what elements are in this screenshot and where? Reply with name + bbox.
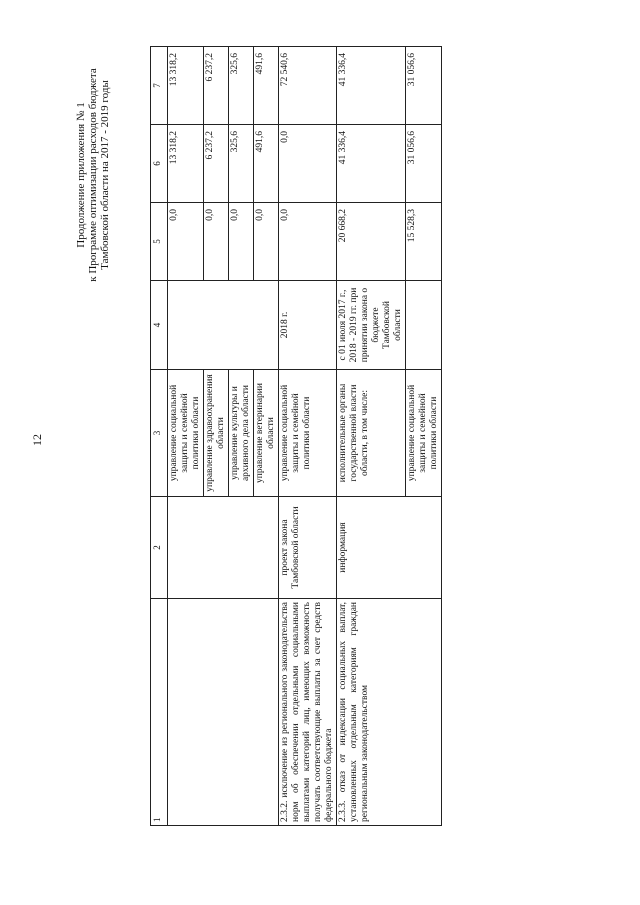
table-cell: 13 318,2: [168, 47, 204, 125]
table-cell: исполнительные органы государственной власти области, в том числе:: [337, 370, 406, 497]
table-cell: 41 336,4: [337, 125, 406, 203]
table-cell: 20 668,2: [337, 203, 406, 281]
table-cell: 491,6: [254, 47, 279, 125]
table-cell: 325,6: [229, 47, 254, 125]
table-cell: управление социальной защиты и семейной политики области: [406, 370, 442, 497]
heading-line-1: Продолжение приложения № 1: [75, 102, 87, 248]
table-cell: 72 540,6: [279, 47, 337, 125]
table-cell: проект закона Тамбовской области: [279, 497, 337, 599]
table-cell: 0,0: [279, 203, 337, 281]
header-col-7: 7: [151, 47, 168, 125]
table-cell: управление социальной защиты и семейной политики области: [168, 370, 204, 497]
table-cell: управление культуры и архивного дела области: [229, 370, 254, 497]
table-cell: управление социальной защиты и семейной политики области: [279, 370, 337, 497]
table-row: [168, 47, 204, 826]
appendix-heading: [75, 60, 111, 290]
table-cell: 31 056,6: [406, 125, 442, 203]
header-col-5: 5: [151, 203, 168, 281]
table-cell: [168, 281, 279, 370]
header-col-4: 4: [151, 281, 168, 370]
table-cell: 2.3.3. отказ от индексации социальных выплат, установленных отдельным категориям граждан региональным законодательством: [337, 599, 442, 826]
table-cell: 325,6: [229, 125, 254, 203]
table-cell: 0,0: [204, 203, 229, 281]
header-col-2: 2: [151, 497, 168, 599]
budget-table-container: [150, 46, 620, 826]
table-cell: 2018 г.: [279, 281, 337, 370]
table-cell: 15 528,3: [406, 203, 442, 281]
table-cell: 13 318,2: [168, 125, 204, 203]
table-cell: управление ветеринарии области: [254, 370, 279, 497]
table-row: [279, 47, 337, 826]
budget-optimization-table: [150, 46, 442, 826]
table-cell: 41 336,4: [337, 47, 406, 125]
table-cell: 0,0: [229, 203, 254, 281]
table-cell: информация: [337, 497, 442, 599]
heading-line-2: к Программе оптимизации расходов бюджета: [87, 68, 99, 282]
header-row: [151, 47, 168, 826]
table-cell: 2.3.2. исключение из регионального законодательства норм об обеспечении отдельными социальными выплатами категорий лиц, имеющих возможность получать соответствующие выплаты за счет средств федерального бюджета: [279, 599, 337, 826]
table-cell: с 01 июля 2017 г., 2018 - 2019 гг. при принятии закона о бюджете Тамбовской области: [337, 281, 406, 370]
table-cell: [168, 497, 279, 599]
header-col-1: 1: [151, 599, 168, 826]
table-cell: 0,0: [254, 203, 279, 281]
page-number: 12: [30, 434, 44, 446]
table-cell: 491,6: [254, 125, 279, 203]
table-cell: управление здравоохранения области: [204, 370, 229, 497]
table-cell: 31 056,6: [406, 47, 442, 125]
table-cell: [406, 281, 442, 370]
table-cell: 6 237,2: [204, 125, 229, 203]
header-col-6: 6: [151, 125, 168, 203]
table-cell: 6 237,2: [204, 47, 229, 125]
table-cell: [168, 599, 279, 826]
heading-line-3: Тамбовской области на 2017 - 2019 годы: [99, 80, 111, 270]
table-cell: 0,0: [279, 125, 337, 203]
header-col-3: 3: [151, 370, 168, 497]
table-cell: 0,0: [168, 203, 204, 281]
table-row: [337, 47, 406, 826]
